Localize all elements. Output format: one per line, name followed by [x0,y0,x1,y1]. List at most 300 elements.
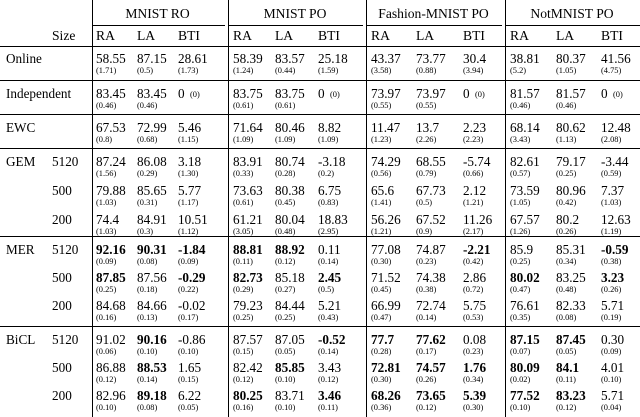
cell-value: 2.12 [463,183,487,198]
cell-value: 85.18 [275,270,305,285]
cell-std: (4.75) [601,66,622,75]
cell-value: 56.26 [371,212,401,227]
cell-std: (0.42) [463,257,484,266]
cell-value: 84.66 [137,298,167,313]
cell-value: 4.01 [601,360,625,375]
cell-value: 74.29 [371,154,401,169]
cell-std: (0.06) [96,347,117,356]
cell-value: 67.52 [416,212,446,227]
cell-std: (1.41) [371,198,392,207]
cell-std: (0.08) [137,257,158,266]
cell-value: 61.21 [233,212,263,227]
cell-value: 87.57 [233,332,263,347]
cell-std: (1.03) [96,227,117,236]
cell-value: 82.96 [96,388,126,403]
cell-std: (2.23) [463,135,484,144]
cell-value: 73.63 [233,183,263,198]
cell-value: 58.55 [96,51,126,66]
cell-value: 13.7 [416,120,440,135]
cell-value: 83.71 [275,388,305,403]
cell-std: (2.26) [416,135,437,144]
cell-value: 28.61 [178,51,208,66]
cell-std: (0.88) [416,66,437,75]
cell-std: (0.42) [556,198,577,207]
cell-value: 0 [601,86,608,101]
cell-value: 84.1 [556,360,580,375]
cell-std: (0.2) [318,169,335,178]
cell-value: -0.29 [178,270,206,285]
dataset-header: MNIST RO [125,6,190,21]
cell-std: (0.28) [275,169,296,178]
cell-value: -0.02 [178,298,206,313]
cell-value: 41.56 [601,51,631,66]
cell-value: 2.45 [318,270,342,285]
cell-value: -0.86 [178,332,206,347]
cell-std: (0.18) [137,285,158,294]
cell-value: 84.91 [137,212,167,227]
cell-std: (0.23) [416,257,437,266]
cell-std: (0.25) [510,257,531,266]
cell-std: (0.26) [556,227,577,236]
replay-size: 500 [52,183,72,198]
cell-std: (0.14) [137,375,158,384]
cell-std: (0) [475,90,485,99]
cell-std: (0.15) [178,375,199,384]
cell-value: 87.85 [96,270,126,285]
cell-value: 72.99 [137,120,167,135]
cell-value: 67.53 [96,120,126,135]
cell-std: (0.5) [137,66,154,75]
method-name: EWC [6,120,36,135]
cell-value: -5.74 [463,154,491,169]
cell-std: (1.12) [178,227,199,236]
cell-std: (0.22) [178,285,199,294]
cell-value: 73.97 [416,86,446,101]
metric-header-la: LA [556,28,575,43]
method-name: Independent [6,86,72,101]
cell-value: 11.26 [463,212,493,227]
cell-value: 76.61 [510,298,540,313]
cell-std: (3.94) [463,66,484,75]
replay-size: 500 [52,360,72,375]
cell-std: (0.10) [178,347,199,356]
cell-std: (1.09) [318,135,339,144]
cell-value: 77.62 [416,332,446,347]
cell-std: (0.05) [178,403,199,412]
replay-size: 500 [52,270,72,285]
cell-std: (0.79) [416,169,437,178]
cell-value: 72.74 [416,298,446,313]
cell-std: (0.10) [96,403,117,412]
cell-std: (0.23) [463,347,484,356]
group-rule [0,326,640,327]
cell-std: (0.02) [510,375,531,384]
cell-value: 5.71 [601,388,625,403]
cell-value: 79.88 [96,183,126,198]
cell-value: 66.99 [371,298,401,313]
cell-value: 86.88 [96,360,126,375]
cell-std: (0.15) [233,347,254,356]
divider-notmnist [505,0,506,417]
cell-value: 0 [178,86,185,101]
cell-std: (0.11) [556,375,576,384]
cell-value: 3.18 [178,154,202,169]
cell-std: (3.58) [371,66,392,75]
method-name: Online [6,51,42,66]
cell-value: 71.52 [371,270,401,285]
cell-value: 73.97 [371,86,401,101]
cell-value: 0.08 [463,332,487,347]
cell-value: -3.18 [318,154,346,169]
cell-value: 18.83 [318,212,348,227]
cell-value: 7.37 [601,183,625,198]
cell-value: 81.57 [556,86,586,101]
cell-value: -3.44 [601,154,629,169]
cell-value: 73.77 [416,51,446,66]
cell-value: 88.81 [233,242,263,257]
cell-std: (1.15) [178,135,199,144]
cell-std: (0.36) [371,403,392,412]
cell-value: 87.15 [510,332,540,347]
cell-std: (0.38) [601,257,622,266]
cell-std: (1.30) [178,169,199,178]
cell-value: 67.57 [510,212,540,227]
replay-size: 5120 [52,242,79,257]
cell-value: 6.75 [318,183,342,198]
cell-value: 2.86 [463,270,487,285]
cell-std: (1.05) [556,66,577,75]
divider-mnist-po [228,0,229,417]
cell-value: 86.08 [137,154,167,169]
cell-value: 84.68 [96,298,126,313]
cell-value: 82.73 [233,270,263,285]
replay-size: 200 [52,212,72,227]
cell-value: 87.56 [137,270,167,285]
cell-std: (0.68) [137,135,158,144]
cell-std: (0.38) [416,285,437,294]
cell-value: 68.55 [416,154,446,169]
cell-std: (0) [330,90,340,99]
cell-std: (0.66) [463,169,484,178]
cell-value: 68.14 [510,120,540,135]
cell-value: 77.52 [510,388,540,403]
cell-std: (0.28) [371,347,392,356]
cell-std: (0.04) [601,403,622,412]
cell-std: (0.07) [510,347,531,356]
cell-value: 87.05 [275,332,305,347]
cell-value: 74.87 [416,242,446,257]
cell-std: (0.10) [137,347,158,356]
cell-value: 74.57 [416,360,446,375]
cell-std: (0.11) [318,403,338,412]
cell-value: 84.44 [275,298,305,313]
cell-value: 25.18 [318,51,348,66]
cell-std: (0.16) [233,403,254,412]
cell-value: 43.37 [371,51,401,66]
cell-value: 83.75 [275,86,305,101]
cell-value: 80.2 [556,212,580,227]
cell-std: (0.33) [233,169,254,178]
cell-value: 73.65 [416,388,446,403]
cell-std: (0.12) [96,375,117,384]
cell-std: (0.10) [275,375,296,384]
group-rule [0,114,640,115]
metric-header-ra: RA [371,28,390,43]
cell-value: 2.23 [463,120,487,135]
cell-value: 65.6 [371,183,395,198]
cell-value: 77.7 [371,332,395,347]
cell-value: 72.81 [371,360,401,375]
cell-std: (0.48) [556,285,577,294]
cell-value: 30.4 [463,51,487,66]
cell-std: (0.57) [510,169,531,178]
cell-std: (0.25) [96,285,117,294]
cell-std: (0.31) [137,198,158,207]
cell-std: (0.55) [371,101,392,110]
cell-std: (0.17) [178,313,199,322]
group-rule [0,46,640,47]
cell-value: 87.45 [556,332,586,347]
cell-std: (2.95) [318,227,339,236]
cell-std: (0.9) [416,227,433,236]
cell-value: 0 [463,86,470,101]
cell-value: 91.02 [96,332,126,347]
cell-value: 79.17 [556,154,586,169]
cell-std: (0.47) [510,285,531,294]
cell-value: 67.73 [416,183,446,198]
cell-value: 82.61 [510,154,540,169]
cell-std: (0.83) [318,198,339,207]
cell-std: (0.12) [556,403,577,412]
cell-value: 3.46 [318,388,342,403]
cell-std: (0.08) [137,403,158,412]
divider-left [92,0,93,417]
cell-std: (0) [190,90,200,99]
cell-value: 6.22 [178,388,202,403]
cell-std: (0.05) [556,347,577,356]
cell-value: 5.21 [318,298,342,313]
cell-std: (0.47) [371,313,392,322]
replay-size: 200 [52,388,72,403]
cell-std: (0.16) [96,313,117,322]
cell-std: (0.46) [510,101,531,110]
cell-value: 80.46 [275,120,305,135]
method-name: BiCL [6,332,36,347]
metric-header-bti: BTI [601,28,623,43]
cell-std: (0.10) [510,403,531,412]
cell-value: 74.4 [96,212,120,227]
cell-std: (1.71) [96,66,117,75]
cell-std: (0.35) [510,313,531,322]
cell-value: 89.18 [137,388,167,403]
cell-value: 8.82 [318,120,342,135]
cell-value: 10.51 [178,212,208,227]
cell-value: 87.24 [96,154,126,169]
cell-value: 3.43 [318,360,342,375]
cell-value: 58.39 [233,51,263,66]
cell-value: 77.08 [371,242,401,257]
cell-std: (0.12) [416,403,437,412]
cell-std: (0.10) [601,375,622,384]
cell-value: 83.45 [137,86,167,101]
cell-std: (0.29) [233,285,254,294]
cell-value: 85.9 [510,242,534,257]
cell-value: 80.37 [556,51,586,66]
cell-value: 5.39 [463,388,487,403]
cell-std: (0.26) [601,285,622,294]
cell-std: (1.19) [601,227,622,236]
cell-std: (1.13) [556,135,577,144]
cell-std: (0.25) [233,313,254,322]
cell-value: 12.48 [601,120,631,135]
cell-std: (0.27) [275,285,296,294]
cell-std: (0.34) [463,375,484,384]
cell-value: 12.63 [601,212,631,227]
cell-value: 83.91 [233,154,263,169]
cell-std: (5.2) [510,66,527,75]
header-rule [228,25,363,26]
cell-std: (0.26) [416,375,437,384]
cell-value: 85.85 [275,360,305,375]
cell-value: 5.75 [463,298,487,313]
cell-std: (0.61) [233,198,254,207]
cell-std: (1.24) [233,66,254,75]
cell-std: (1.09) [275,135,296,144]
cell-std: (1.26) [510,227,531,236]
cell-value: 83.45 [96,86,126,101]
cell-value: 90.16 [137,332,167,347]
cell-value: 74.38 [416,270,446,285]
cell-std: (0.08) [556,313,577,322]
cell-std: (1.73) [178,66,199,75]
cell-std: (0.09) [178,257,199,266]
cell-std: (0.45) [371,285,392,294]
cell-std: (0.43) [318,313,339,322]
cell-std: (1.21) [371,227,392,236]
cell-value: 11.47 [371,120,401,135]
cell-std: (0.5) [318,285,335,294]
cell-std: (0.44) [275,66,296,75]
cell-std: (1.05) [510,198,531,207]
replay-size: 200 [52,298,72,313]
metric-header-bti: BTI [178,28,200,43]
cell-std: (1.23) [371,135,392,144]
cell-std: (0.12) [318,375,339,384]
group-rule [0,236,640,237]
cell-value: 80.38 [275,183,305,198]
cell-std: (3.43) [510,135,531,144]
cell-value: 1.65 [178,360,202,375]
group-rule [0,148,640,149]
cell-std: (0.5) [416,198,433,207]
cell-std: (0.30) [371,257,392,266]
cell-value: 82.33 [556,298,586,313]
cell-std: (1.56) [96,169,117,178]
replay-size: 5120 [52,332,79,347]
cell-value: 0 [318,86,325,101]
cell-value: 80.09 [510,360,540,375]
dataset-header: NotMNIST PO [530,6,614,21]
metric-header-bti: BTI [463,28,485,43]
header-rule [92,25,225,26]
cell-value: 82.42 [233,360,263,375]
cell-std: (0.25) [275,313,296,322]
cell-std: (0.13) [137,313,158,322]
dataset-header: Fashion-MNIST PO [378,6,489,21]
cell-value: 68.26 [371,388,401,403]
cell-value: 83.25 [556,270,586,285]
cell-std: (0.25) [556,169,577,178]
cell-value: 87.15 [137,51,167,66]
group-rule [0,80,640,81]
cell-value: 71.64 [233,120,263,135]
cell-std: (0.46) [556,101,577,110]
cell-value: 38.81 [510,51,540,66]
cell-value: 0.11 [318,242,341,257]
cell-std: (0.14) [416,313,437,322]
method-name: GEM [6,154,36,169]
cell-std: (0.53) [463,313,484,322]
cell-std: (0.48) [275,227,296,236]
cell-std: (0.12) [233,375,254,384]
cell-std: (1.09) [233,135,254,144]
metric-header-ra: RA [233,28,252,43]
cell-value: 88.92 [275,242,305,257]
metric-header-la: LA [416,28,435,43]
cell-value: 0.30 [601,332,625,347]
cell-std: (0.30) [371,375,392,384]
cell-std: (0.8) [96,135,113,144]
cell-std: (1.03) [96,198,117,207]
cell-value: 81.57 [510,86,540,101]
cell-std: (0.09) [601,347,622,356]
cell-std: (0.72) [463,285,484,294]
cell-std: (0) [613,90,623,99]
metric-header-bti: BTI [318,28,340,43]
cell-value: 80.04 [275,212,305,227]
cell-value: -0.59 [601,242,629,257]
cell-std: (0.30) [463,403,484,412]
cell-std: (2.08) [601,135,622,144]
cell-value: 80.62 [556,120,586,135]
header-rule [366,25,502,26]
header-rule [505,25,640,26]
metric-header-la: LA [137,28,156,43]
replay-size: 5120 [52,154,79,169]
dataset-header: MNIST PO [263,6,327,21]
cell-value: 73.59 [510,183,540,198]
cell-value: 88.53 [137,360,167,375]
cell-value: 80.96 [556,183,586,198]
metric-header-ra: RA [96,28,115,43]
cell-value: 80.74 [275,154,305,169]
cell-std: (0.19) [601,313,622,322]
method-name: MER [6,242,35,257]
cell-value: -0.52 [318,332,346,347]
cell-std: (1.21) [463,198,484,207]
cell-value: -2.21 [463,242,491,257]
cell-std: (1.17) [178,198,199,207]
metric-header-ra: RA [510,28,529,43]
cell-value: 5.46 [178,120,202,135]
cell-std: (0.09) [96,257,117,266]
cell-value: 1.76 [463,360,487,375]
cell-std: (0.17) [416,347,437,356]
cell-std: (0.34) [556,257,577,266]
cell-std: (0.56) [371,169,392,178]
cell-value: 79.23 [233,298,263,313]
cell-value: 90.31 [137,242,167,257]
